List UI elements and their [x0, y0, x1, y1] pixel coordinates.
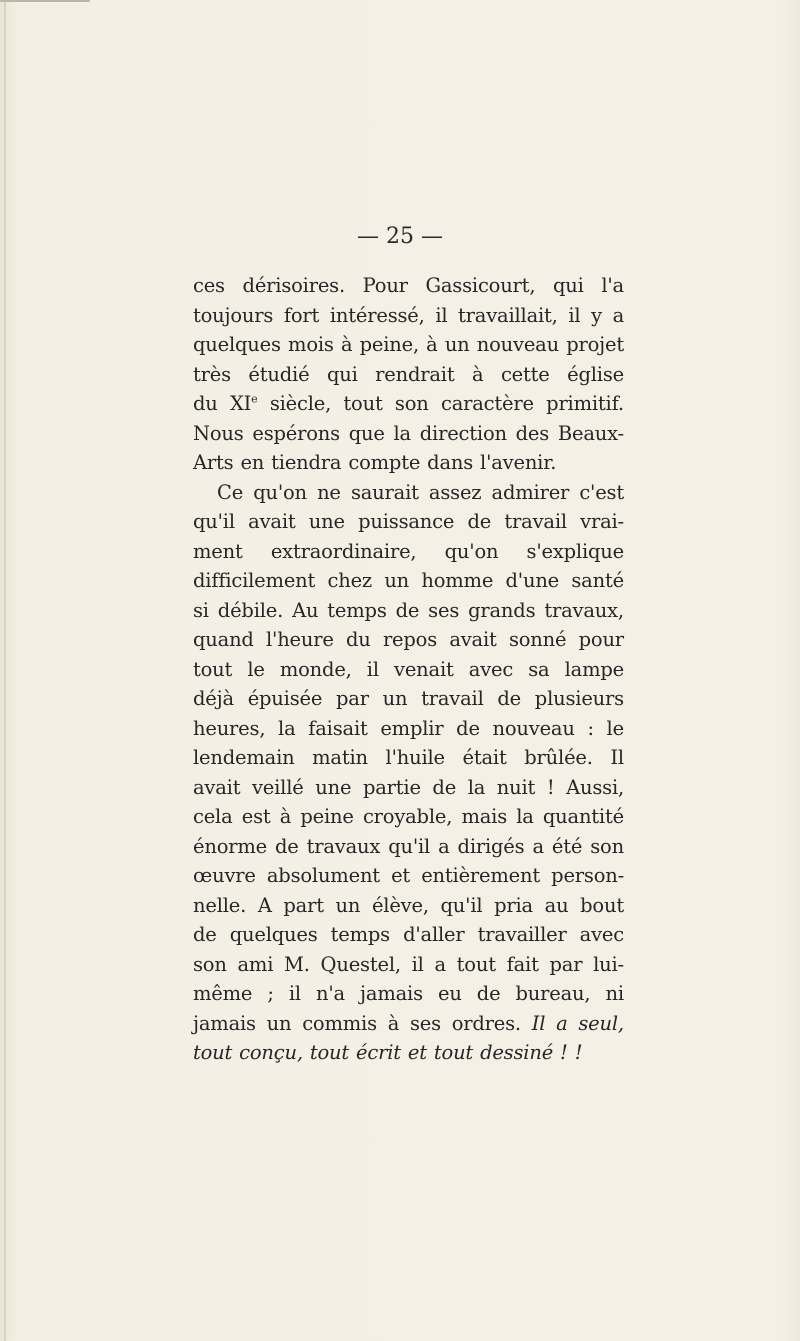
text-line: lendemain matin l'huile était brûlée. Il [193, 746, 624, 769]
text-line: œuvre absolument et entièrement person- [193, 864, 624, 887]
text-line: jamais un commis à ses ordres. Il a seul, [193, 1011, 624, 1035]
text-line: qu'il avait une puissance de travail vrai- [193, 510, 624, 533]
text-line: très étudié qui rendrait à cette église [193, 362, 624, 386]
text-line: Nous espérons que la direction des Beaux- [193, 421, 624, 445]
text-line: cela est à peine croyable, mais la quantité [193, 805, 624, 828]
text-line: nelle. A part un élève, qu'il pria au bout [193, 893, 624, 917]
page-number: — 25 — [357, 224, 443, 249]
text-line: ment extraordinaire, qu'on s'explique [193, 539, 624, 563]
text-line: heures, la faisait emplir de nouveau : le [193, 716, 624, 740]
text-line: Arts en tiendra compte dans l'avenir. [193, 451, 557, 474]
top-rule [0, 0, 90, 2]
text-line: tout le monde, il venait avec sa lampe [193, 657, 624, 681]
text-line: quand l'heure du repos avait sonné pour [193, 628, 624, 651]
text-line: déjà épuisée par un travail de plusieurs [193, 687, 624, 710]
text-line: Ce qu'on ne saurait assez admirer c'est [217, 480, 624, 504]
text-line: du XIe siècle, tout son caractère primitif. [193, 392, 624, 415]
text-line: tout conçu, tout écrit et tout dessiné ! ! [193, 1041, 583, 1064]
text-line: même ; il n'a jamais eu de bureau, ni [193, 982, 624, 1005]
text-line: difficilement chez un homme d'une santé [193, 569, 624, 592]
text-line: ces dérisoires. Pour Gassicourt, qui l'a [193, 274, 624, 297]
text-line: son ami M. Questel, il a tout fait par lui- [193, 952, 624, 976]
text-line: de quelques temps d'aller travailler avec [193, 923, 624, 946]
text-line: si débile. Au temps de ses grands travaux, [193, 598, 624, 622]
page-edge [4, 0, 6, 1341]
text-line: énorme de travaux qu'il a dirigés a été son [193, 834, 624, 858]
body-text [193, 271, 624, 1068]
text-line: avait veillé une partie de la nuit ! Aussi, [193, 775, 624, 799]
text-line: toujours fort intéressé, il travaillait, il y a [193, 303, 624, 327]
text-line: quelques mois à peine, à un nouveau projet [193, 333, 624, 356]
